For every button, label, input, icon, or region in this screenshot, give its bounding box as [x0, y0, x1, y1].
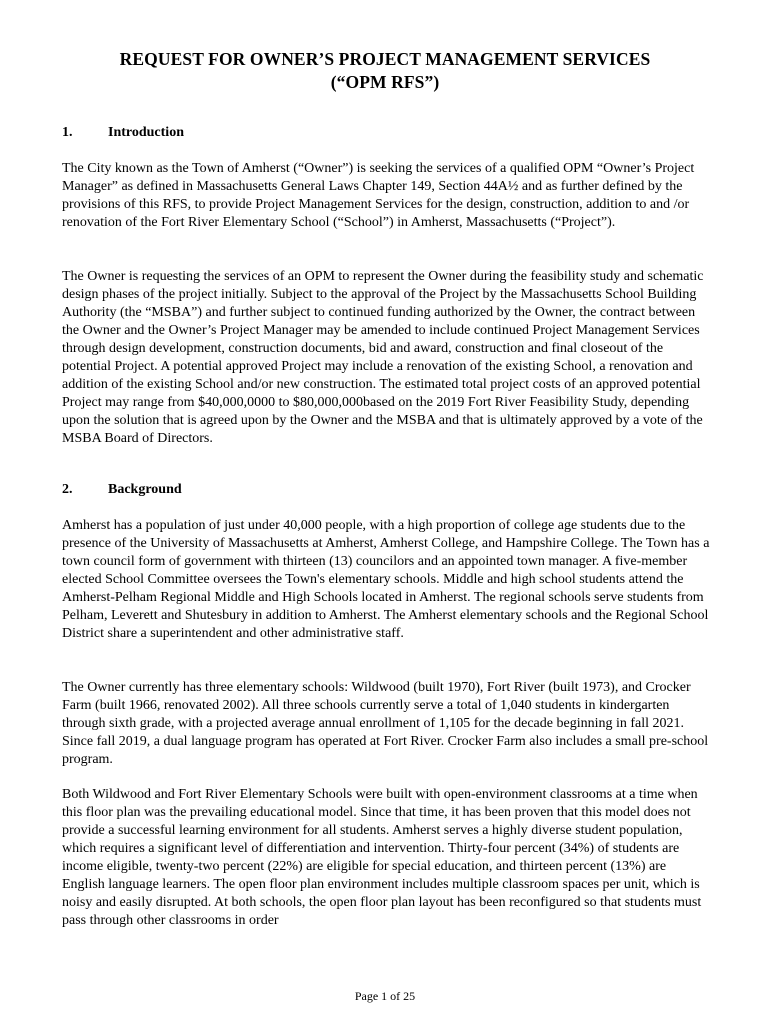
section-number: 1.	[62, 125, 73, 140]
section-heading-background	[62, 481, 182, 499]
page-number-footer: Page 1 of 25	[354, 989, 416, 1003]
section-title: Introduction	[108, 125, 184, 140]
document-title	[60, 48, 710, 94]
section-title: Background	[108, 482, 182, 497]
paragraph: Both Wildwood and Fort River Elementary Schools were built with open-environment classrooms at a time when this floor plan was the prevailing educational model. Since that time, it has been proven that this model does not provide a successful learning environment for all students. Amherst serves a highly diverse student population, which requires a significant level of differentiation and intervention. Thirty-four percent (34%) of students are income eligible, twenty-two percent (22%) are eligible for special education, and thirteen percent (13%) are English language learners. The open floor plan environment includes multiple classroom spaces per unit, which is noisy and easily disrupted. At both schools, the open floor plan layout has been reconfigured so that students must pass through other classrooms in order	[62, 787, 702, 928]
title-line-2: (“OPM RFS”)	[330, 72, 440, 92]
section-number: 2.	[62, 482, 73, 497]
paragraph: The Owner is requesting the services of an OPM to represent the Owner during the feasibility study and schematic design phases of the project initially. Subject to the approval of the Project by the Massachusetts School Building Authority (the “MSBA”) and further subject to continued funding authorized by the Owner, the contract between the Owner and the Owner’s Project Manager may be amended to include continued Project Management Services through design development, construction documents, bid and award, construction and final closeout of the potential Project. A potential approved Project may include a renovation of the existing School, a renovation and addition of the existing School and/or new construction. The estimated total project costs of an approved potential Project may range from $40,000,0000 to $80,000,000based on the 2019 Fort River Feasibility Study, depending upon the solution that is agreed upon by the Owner and the MSBA and that is ultimately approved by a vote of the MSBA Board of Directors.	[62, 269, 704, 446]
paragraph: The City known as the Town of Amherst (“Owner”) is seeking the services of a qualified OPM “Owner’s Project Manager” as defined in Massachusetts General Laws Chapter 149, Section 44A½ and as further defined by the provisions of this RFS, to provide Project Management Services for the design, construction, addition to and /or renovation of the Fort River Elementary School (“School”) in Amherst, Massachusetts (“Project”).	[62, 161, 695, 230]
paragraph: Amherst has a population of just under 40,000 people, with a high proportion of college age students due to the presence of the University of Massachusetts at Amherst, Amherst College, and Hampshire College. The Town has a town council form of government with thirteen (13) councilors and an appointed town manager. A five-member elected School Committee oversees the Town's elementary schools. Middle and high school students attend the Amherst-Pelham Regional Middle and High Schools located in Amherst. The regional schools serve students from Pelham, Leverett and Shutesbury in addition to Amherst. The Amherst elementary schools and the Regional School District share a superintendent and other administrative staff.	[62, 518, 710, 641]
title-line-1: REQUEST FOR OWNER’S PROJECT MANAGEMENT SERVICES	[119, 49, 651, 69]
section-heading-introduction	[62, 124, 184, 142]
paragraph: The Owner currently has three elementary schools: Wildwood (built 1970), Fort River (built 1973), and Crocker Farm (built 1966, renovated 2002). All three schools currently serve a total of 1,040 students in kindergarten through sixth grade, with a projected average annual enrollment of 1,105 for the decade beginning in fall 2021. Since fall 2019, a dual language program has operated at Fort River. Crocker Farm also includes a small pre-school program.	[62, 680, 709, 767]
